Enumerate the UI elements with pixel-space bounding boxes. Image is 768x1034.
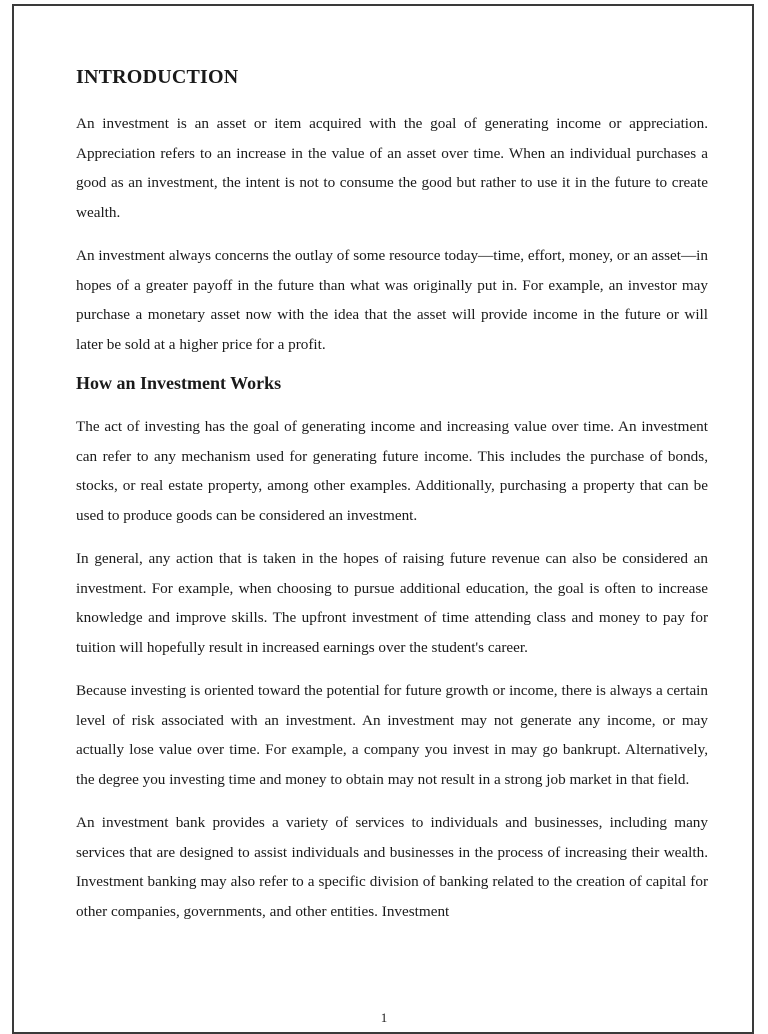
intro-paragraph-1: An investment is an asset or item acquired with the goal of generating income or appreciation. Appreciation refers to an increase in the value of an asset over time. When an individual purchases a good as an investment, the intent is not to consume the good but rather to use it in the future to create wealth. [76, 115, 708, 221]
works-paragraph-1: The act of investing has the goal of generating income and increasing value over time. An investment can refer to any mechanism used for generating future income. This includes the purchase of bonds, stocks, or real estate property, among other examples. Additionally, purchasing a property that can be used to produce goods can be considered an investment. [76, 418, 708, 524]
works-paragraph-4: An investment bank provides a variety of services to individuals and businesses, including many services that are designed to assist individuals and businesses in the process of increasing their wealth. Investment banking may also refer to a specific division of banking related to the creation of capital for other companies, governments, and other entities. Investment [76, 814, 708, 920]
intro-paragraph-2: An investment always concerns the outlay of some resource today—time, effort, money, or an asset—in hopes of a greater payoff in the future than what was originally put in. For example, an investor may purchase a monetary asset now with the idea that the asset will provide income in the future or will later be sold at a higher price for a profit. [76, 247, 708, 353]
document-body [76, 66, 708, 926]
works-paragraph-3: Because investing is oriented toward the potential for future growth or income, there is always a certain level of risk associated with an investment. An investment may not generate any income, or may actually lose value over time. For example, a company you invest in may go bankrupt. Alternatively, the degree you investing time and money to obtain may not result in a strong job market in that field. [76, 682, 708, 788]
section-heading-how-investment-works: How an Investment Works [76, 373, 282, 393]
works-paragraph-2: In general, any action that is taken in the hopes of raising future revenue can also be considered an investment. For example, when choosing to pursue additional education, the goal is often to increase knowledge and improve skills. The upfront investment of time attending class and money to pay for tuition will hopefully result in increased earnings over the student's career. [76, 550, 708, 656]
section-heading-introduction: INTRODUCTION [76, 66, 239, 88]
page-number: 1 [380, 1010, 388, 1025]
